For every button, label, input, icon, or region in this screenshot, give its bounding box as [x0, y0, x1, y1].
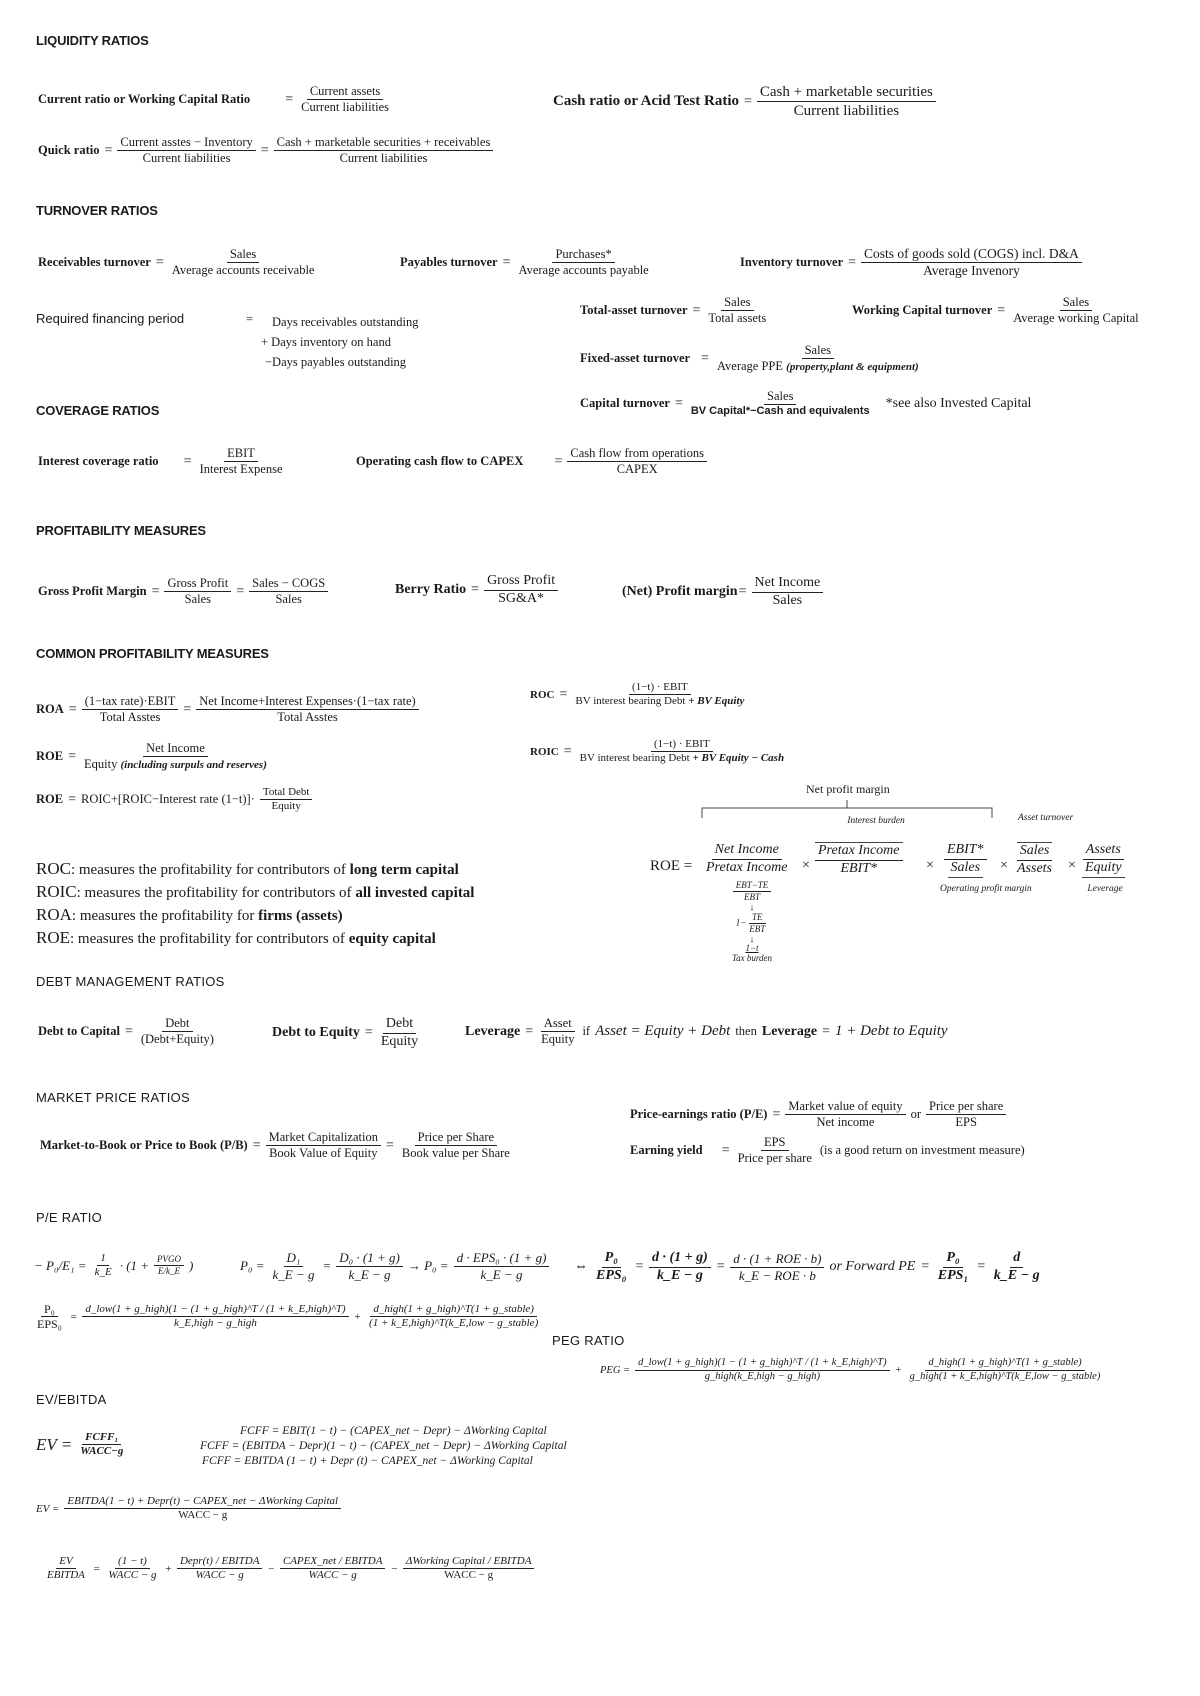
price-to-book-formula: Market-to-Book or Price to Book (P/B) = Market Capitalization Book Value of Equity = Price per Share Book value per Share	[40, 1130, 510, 1160]
note-roic: ROIC: measures the profitability for contributors of all invested capital	[36, 882, 475, 901]
roc-formula: ROC = (1−t) · EBIT BV interest bearing Debt + BV Equity	[530, 681, 745, 708]
debt-to-equity-formula: Debt to Equity = Debt Equity	[272, 1016, 419, 1049]
capital-turnover-note: *see also Invested Capital	[885, 395, 1032, 411]
section-title-ev: EV/EBITDA	[36, 1392, 107, 1407]
dupont-interest-burden-label: Interest burden	[847, 816, 905, 826]
capital-turnover-formula: Capital turnover = Sales BV Capital*−Cash and equivalents *see also Invested Capital	[580, 389, 1032, 417]
dupont-interest-burden-factor: Pretax Income EBIT*	[815, 842, 903, 878]
quick-ratio-label: Quick ratio	[38, 143, 100, 157]
section-title-market: MARKET PRICE RATIOS	[36, 1090, 191, 1105]
dupont-tax-burden-factor: Net Income Pretax Income	[706, 842, 788, 875]
dupont-tax-burden-derivation: EBT−TE EBT ↓ 1− TE EBT ↓ 1−t Tax burden	[731, 880, 773, 963]
section-title-turnover: TURNOVER RATIOS	[36, 203, 158, 218]
section-title-debt: DEBT MANAGEMENT RATIOS	[36, 974, 225, 989]
required-financing-period-label: Required financing period	[36, 311, 185, 326]
roa-formula: ROA = (1−tax rate)·EBIT Total Asstes = Net Income+Interest Expenses·(1−tax rate) Total Asstes	[36, 694, 419, 725]
fcff-definitions: FCFF = EBIT(1 − t) − (CAPEX_net − Depr) − ΔWorking Capital FCFF = (EBITDA − Depr)(1 − t) − (CAPEX_net − Depr) − ΔWorking Capital FCFF = EBITDA (1 − t) + Depr (t) − CAPEX_net − ΔWorking Capital	[200, 1425, 567, 1467]
dupont-asset-turnover-label: Asset turnover	[1018, 813, 1074, 823]
dupont-asset-turnover-factor: Sales Assets	[1017, 843, 1052, 876]
current-ratio-label: Current ratio or Working Capital Ratio	[38, 92, 251, 106]
dupont-roe-label: ROE =	[650, 858, 693, 874]
section-title-pe: P/E RATIO	[36, 1210, 103, 1225]
interest-coverage-formula: Interest coverage ratio = EBIT Interest Expense	[38, 446, 283, 476]
dupont-operating-profit-margin-label: Operating profit margin	[940, 884, 1032, 894]
peg-formula: PEG = d_low(1 + g_high)(1 − (1 + g_high)^T / (1 + k_E,high)^T) g_high(k_E,high − g_high) + d_high(1 + g_high)^T(1 + g_stable) g_high(1 + k_E,high)^T(k_E,low − g_stable)	[600, 1357, 1101, 1382]
pe-pvgo-formula: − P₀/E₁ = $\frac{1}{k\_E}$ · (1 + PVGO E/k_E )	[34, 1252, 194, 1279]
section-title-peg: PEG RATIO	[552, 1333, 625, 1348]
note-roc: ROC: measures the profitability for contributors of long term capital	[36, 859, 459, 878]
gross-profit-margin-formula: Gross Profit Margin = Gross Profit Sales = Sales − COGS Sales	[38, 576, 328, 607]
roic-formula: ROIC = (1−t) · EBIT BV interest bearing Debt + BV Equity − Cash	[530, 738, 785, 765]
quick-ratio-formula: Quick ratio = Current asstes − Inventory Current liabilities = Cash + marketable securities + receivables Current liabilities	[38, 135, 493, 166]
berry-ratio-formula: Berry Ratio = Gross Profit SG&A*	[395, 573, 558, 608]
multistage-pe-formula: P₀ EPS₀ = d_low(1 + g_high)(1 − (1 + g_high)^T / (1 + k_E,high)^T) k_E,high − g_high + d_high(1 + g_high)^T(1 + g_stable) (1 + k_E,high)^T(k_E,low − g_stable)	[37, 1302, 539, 1332]
dupont-operating-margin-factor: EBIT* Sales	[944, 842, 987, 878]
working-capital-turnover-formula: Working Capital turnover = Sales Average working Capital	[852, 295, 1139, 325]
ev-fcff-formula: EV = FCFF₁ WACC−g	[36, 1431, 124, 1458]
section-title-coverage: COVERAGE RATIOS	[36, 403, 160, 418]
note-roe: ROE: measures the profitability for contributors of equity capital	[36, 928, 436, 947]
payables-turnover-formula: Payables turnover = Purchases* Average accounts payable	[400, 247, 649, 277]
leverage-formula: Leverage = Asset Equity if Asset = Equity + Debt then Leverage = 1 + Debt to Equity	[465, 1016, 948, 1046]
current-ratio-fraction: Current assets Current liabilities	[301, 84, 389, 114]
measure-notes	[36, 858, 474, 950]
gordon-growth-formula: P₀ = $\frac{\text{D₁}}{k\_E - g}$ = $\frac{\text{D₀ · (1 + g)}}{k\_E - g}$ → P₀ = d · EPS₀ · (1 + g) k_E − g	[240, 1250, 549, 1282]
cash-ratio-fraction: Cash + marketable securities Current liabilities	[757, 83, 936, 120]
fixed-asset-turnover-formula: Fixed-asset turnover = Sales Average PPE (property,plant & equipment)	[580, 343, 919, 373]
required-financing-period-terms: Days receivables outstanding + Days inventory on hand −Days payables outstanding	[261, 315, 419, 369]
operating-cash-flow-capex-formula: Operating cash flow to CAPEX = Cash flow from operations CAPEX	[356, 446, 707, 477]
roe-formula: ROE = Net Income Equity (including surpuls and reserves)	[36, 741, 267, 771]
dupont-leverage-factor: Assets Equity	[1082, 842, 1125, 878]
pe-ratio-formula: ⇔ P₀ EPS₀ = $\frac{d \cdot (1 + g)}{k\_E - g}$ = d · (1 + ROE · b) k_E − ROE · b or Forward PE = P₀ EPS₁ = $\frac{d}{k\_E - g}$	[574, 1250, 1040, 1283]
ev-ebitda-expanded-formula: EV = EBITDA(1 − t) + Depr(t) − CAPEX_net − ΔWorking Capital WACC − g	[36, 1495, 341, 1522]
section-title-liquidity: LIQUIDITY RATIOS	[36, 33, 149, 48]
earning-yield-formula: Earning yield = EPS Price per share (is a good return on investment measure)	[630, 1135, 1025, 1165]
current-ratio-formula: Current ratio or Working Capital Ratio = Current assets Current liabilities	[38, 84, 392, 115]
section-title-profitability: PROFITABILITY MEASURES	[36, 523, 206, 538]
cash-ratio-formula: Cash ratio or Acid Test Ratio = Cash + marketable securities Current liabilities	[553, 83, 936, 120]
receivables-turnover-formula: Receivables turnover = Sales Average accounts receivable	[38, 247, 315, 277]
section-title-common-profitability: COMMON PROFITABILITY MEASURES	[36, 646, 269, 661]
dupont-net-profit-margin-label: Net profit margin	[806, 782, 890, 796]
total-asset-turnover-formula: Total-asset turnover = Sales Total assets	[580, 295, 767, 325]
inventory-turnover-formula: Inventory turnover = Costs of goods sold (COGS) incl. D&A Average Invenory	[740, 246, 1082, 279]
ev-ebitda-multiple-formula: EV EBITDA = (1 − t) WACC − g + Depr(t) / EBITDA WACC − g − CAPEX_net / EBITDA WACC − g − ΔWorking Capital / EBITDA WACC − g	[44, 1555, 534, 1582]
net-profit-margin-formula: (Net) Profit margin = Net Income Sales	[622, 575, 823, 610]
cash-ratio-label: Cash ratio or Acid Test Ratio	[553, 93, 739, 109]
note-roa: ROA: measures the profitability for firms (assets)	[36, 905, 343, 924]
roe-roic-formula: ROE = ROIC+[ROIC−Interest rate (1−t)]· Total Debt Equity	[36, 786, 312, 813]
debt-to-capital-formula: Debt to Capital = Debt (Debt+Equity)	[38, 1016, 214, 1046]
price-earnings-formula: Price-earnings ratio (P/E) = Market value of equity Net income or Price per share EPS	[630, 1099, 1006, 1130]
dupont-leverage-label: Leverage	[1087, 884, 1123, 894]
